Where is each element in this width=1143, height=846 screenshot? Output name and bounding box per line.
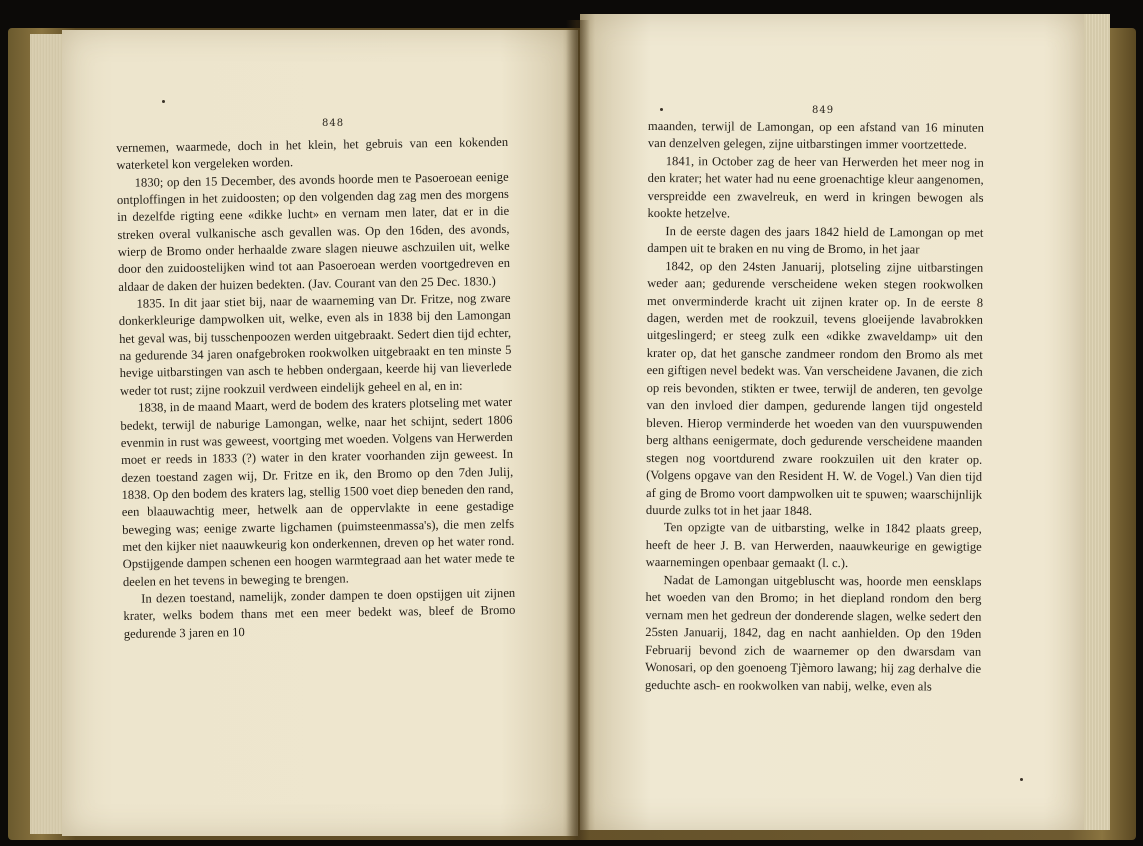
page-speck — [1020, 778, 1023, 781]
paragraph: Nadat de Lamongan uitgebluscht was, hoorde men eensklaps het woeden van den Bromo; in het diepland rondom den berg vernam men het gedreun der donderende slagen, welke sedert den 25sten Januarij, 1842, dag en nacht aanhielden. Op den 19den Februarij bevond zich de waarnemer op den dwarsdam van Wonosari, op den goenoeng Tjèmoro lawang; hij zag derhalve die geduchte asch- en rookwolken van nabij, welke, even als — [644, 572, 982, 693]
right-page-number: 849 — [812, 105, 835, 116]
paragraph: Ten opzigte van de uitbarsting, welke in 1842 plaats greep, heeft de heer J. B. van Herwerden, naauwkeurige en gewigtige waarnemingen openbaar gemaakt (l. c.). — [645, 520, 982, 571]
paragraph: 1830; op den 15 December, des avonds hoorde men te Pasoeroean eenige ontploffingen in het zuidoosten; op den volgenden dag zag men des morgens in dezelfde rigting eene «dikke lucht» en vernam men later, dat er in die streken overal vulkanische asch gevallen was. Op den 16den, des avonds, wierp de Bromo onder herhaalde zware slagen nieuwe aschzuilen uit, welke door den zuidoostelijken wind tot aan Pasoeroean werden voortgedreven en aldaar de daken der huizen bedekten. (Jav. Courant van den 25 Dec. 1830.) — [116, 169, 511, 294]
paragraph: In dezen toestand, namelijk, zonder dampen te doen opstijgen uit zijnen krater, welks bodem thans met een meer bedekt was, bleef de Bromo gedurende 3 jaren en 10 — [123, 585, 516, 641]
paragraph: In de eerste dagen des jaars 1842 hield de Lamongan op met dampen uit te braken en nu ving de Bromo, in het jaar — [647, 223, 984, 257]
paragraph: 1841, in October zag de heer van Herwerden het meer nog in den krater; het water had nu eene groenachtige kleur aangenomen, verspreidde een zwavelreuk, en werd in kringen bewogen als kookte hetzelve. — [647, 154, 984, 221]
right-page-text — [645, 118, 984, 696]
paragraph: 1835. In dit jaar stiet bij, naar de waarneming van Dr. Fritze, nog zware donkerkleurige dampwolken uit, welke, even als in 1838 bij den Lamongan het geval was, bij tusschenpoozen werden uitgebraakt. Sedert dien tijd echter, na gedurende 34 jaren onafgebroken rookwolken uitgebraakt en ten minste 5 hevige uitbarstingen van asch te hebben ondergaan, keerde hij van lieverlede weder tot rust; zijne rookzuil verdween eindelijk geheel en al, en in: — [118, 290, 512, 398]
left-page-number: 848 — [322, 118, 345, 129]
left-page-text — [116, 134, 516, 643]
paragraph: 1842, op den 24sten Januarij, plotseling zijne uitbarstingen weder aan; gedurende verscheidene weken stegen rookwolken met onverminderde kracht uit zijnen krater op. In de eerste 8 dagen, werden met de rookzuil, tevens gloeijende lavabrokken uitgeslingerd; er steeg zulk een «dikke zwaveldamp» uit den krater op, dat het gansche zandmeer rondom den Bromo als met een giftigen nevel bedekt was. Van verscheidene Javanen, die zich op reis bevonden, stikten er twee, terwijl de anderen, ten gevolge van den invloed dier dampen, gedurende langen tijd ongesteld bleven. Hierop verminderde het woeden van den vuurspuwenden berg althans eenigermate, doch gedurende verscheidene maanden stegen nog voortdurend zware rookzuilen uit den krater op. (Volgens opgave van den Resident H. W. de Vogel.) Van dien tijd af ging de Bromo voort dampwolken uit te spuwen; waarschijnlijk duurde zulks tot in het jaar 1848. — [645, 258, 984, 518]
page-speck — [162, 100, 165, 103]
right-page-edges — [1080, 14, 1110, 830]
page-speck — [660, 108, 663, 111]
paragraph: 1838, in de maand Maart, werd de bodem des kraters plotseling met water bedekt, terwijl de naburige Lamongan, welke, naar het schijnt, sedert 1806 evenmin in rust was geweest, voortging met woeden. Volgens van Herwerden moet er reeds in 1833 (?) water in den krater voorhanden zijn geweest. In dezen toestand zagen wij, Dr. Fritze en ik, den Bromo op den 7den Julij, 1838. Op den bodem des kraters lag, stellig 1500 voet diep beneden den rand, een blaauwachtig meer, hetwelk aan de oppervlakte in eene gestadige beweging was; eenige zwarte ligchamen (puimsteenmassa's), die men zelfs met den kijker niet naauwkeurig kon onderkennen, dreven op het water rond. Opstijgende dampen schenen een hoogen warmtegraad aan het water mede te deelen en het tevens in beweging te brengen. — [120, 394, 515, 589]
book-gutter — [566, 20, 590, 840]
paragraph: maanden, terwijl de Lamongan, op een afstand van 16 minuten van denzelven gelegen, zijne uitbarstingen immer voortzettede. — [647, 118, 984, 153]
paragraph: vernemen, waarmede, doch in het klein, het gebruis van een kokenden waterketel kon vergeleken worden. — [116, 134, 509, 173]
